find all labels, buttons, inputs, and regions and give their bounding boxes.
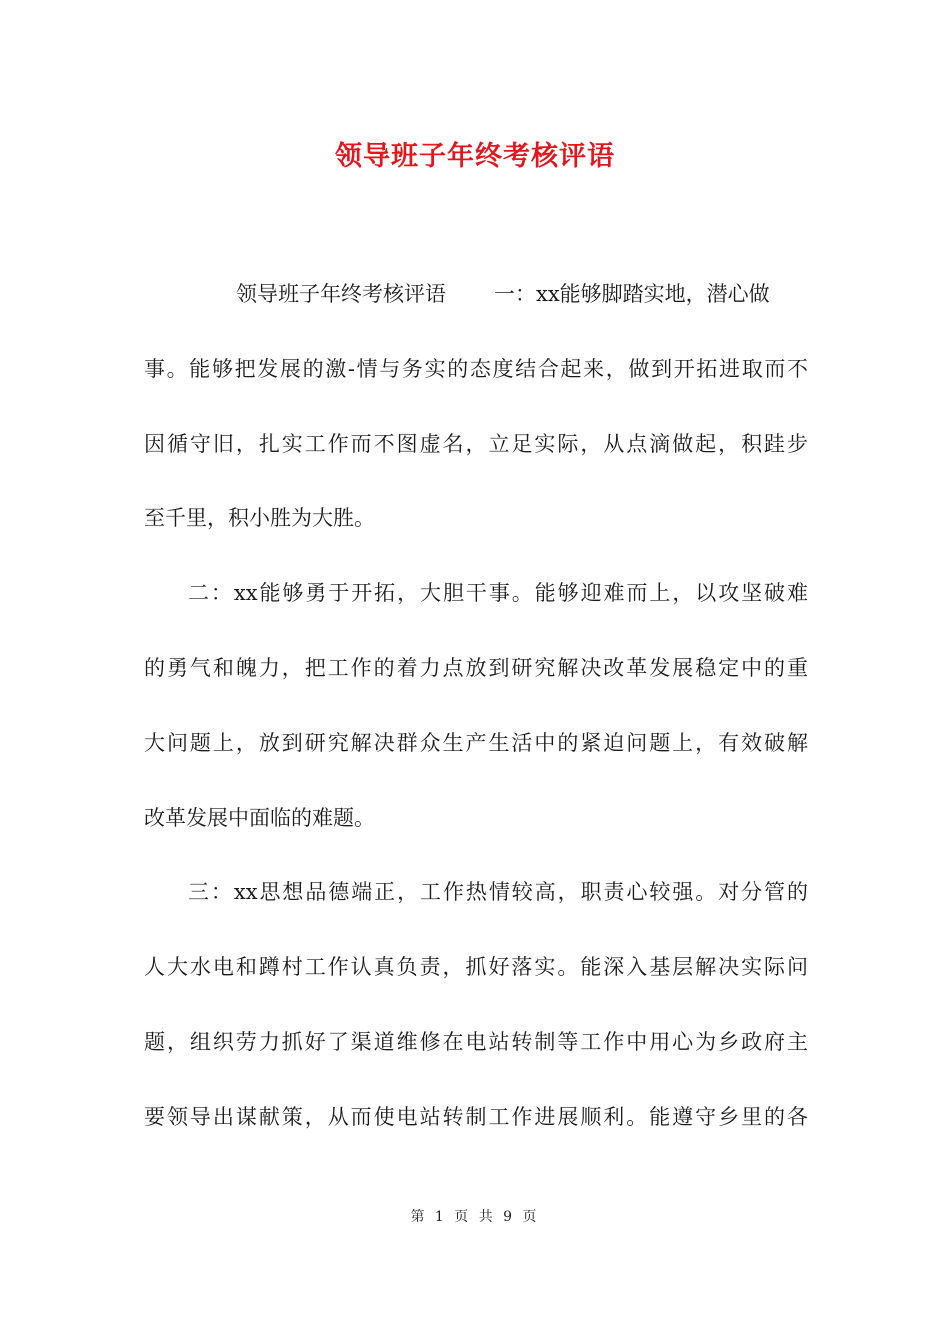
paragraph-line: 要领导出谋献策，从而使电站转制工作进展顺利。能遵守乡里的各 — [144, 1104, 808, 1129]
paragraph-line: 大问题上，放到研究解决群众生产生活中的紧迫问题上，有效破解 — [144, 730, 808, 755]
paragraph-line: 的勇气和魄力，把工作的着力点放到研究解决改革发展稳定中的重 — [144, 655, 808, 680]
paragraph-line: 因循守旧，扎实工作而不图虚名，立足实际，从点滴做起，积跬步 — [144, 431, 808, 456]
document-title: 领导班子年终考核评语 — [335, 141, 615, 172]
paragraph-line: 二：xx能够勇于开拓，大胆干事。能够迎难而上，以攻坚破难 — [188, 581, 808, 606]
heading-repeat: 领导班子年终考核评语 — [236, 282, 446, 306]
paragraph-line: 人大水电和蹲村工作认真负责，抓好落实。能深入基层解决实际问 — [144, 955, 808, 980]
document-body — [144, 264, 808, 1162]
paragraph-start: 一：xx能够脚踏实地，潜心做 — [494, 282, 770, 306]
paragraph-line: 事。能够把发展的激-情与务实的态度结合起来，做到开拓进取而不 — [144, 356, 808, 381]
paragraph-line: 题，组织劳力抓好了渠道维修在电站转制等工作中用心为乡政府主 — [144, 1029, 808, 1054]
page-number: 第 1 页 共 9 页 — [410, 1209, 540, 1225]
paragraph-line — [144, 264, 808, 339]
paragraph-line: 改革发展中面临的难题。 — [144, 805, 375, 830]
paragraph-line: 至千里，积小胜为大胜。 — [144, 506, 375, 531]
paragraph-line: 三：xx思想品德端正，工作热情较高，职责心较强。对分管的 — [188, 880, 808, 905]
